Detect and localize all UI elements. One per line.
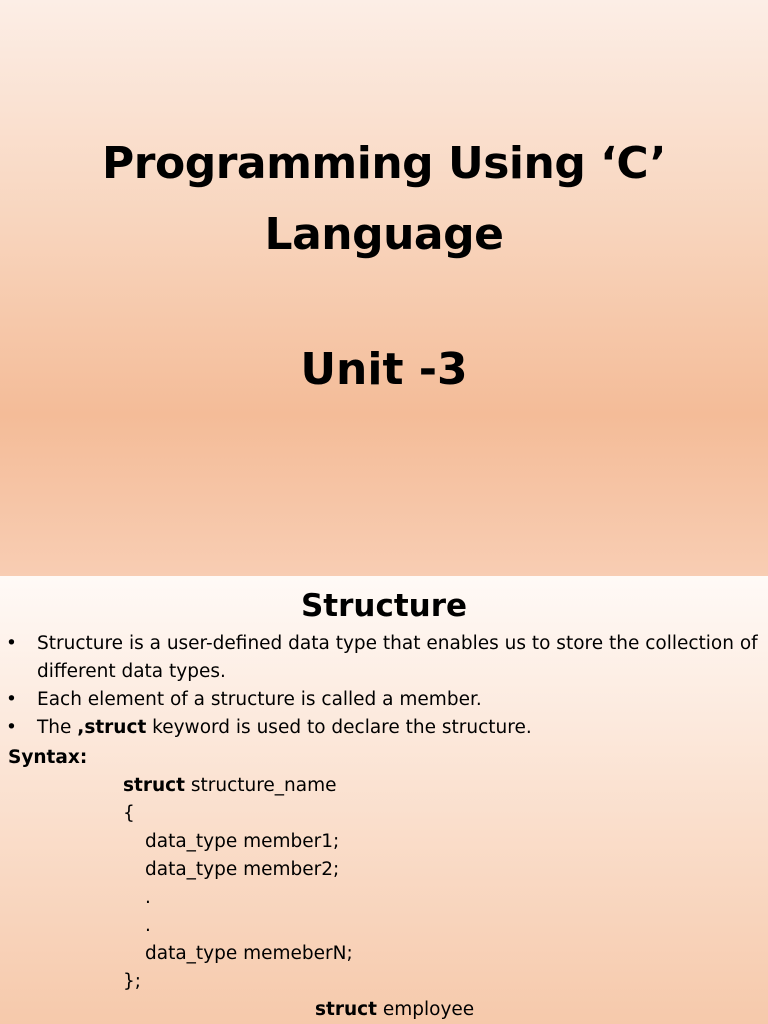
bullet-list [6, 630, 764, 742]
code-keyword: struct [315, 999, 377, 1020]
code-example-line [315, 996, 474, 1024]
unit-heading: Unit -3 [300, 344, 468, 395]
structure-slide [0, 576, 768, 1024]
code-block [123, 772, 353, 996]
bullet-item [6, 630, 764, 686]
code-open-brace: { [123, 803, 135, 824]
code-text: employee [376, 999, 475, 1020]
code-member: data_type memeberN; [145, 943, 353, 964]
bullet-icon: • [6, 689, 17, 710]
code-ellipsis-dot: . [145, 915, 151, 936]
bullet-item [6, 686, 764, 714]
slide-title [0, 128, 768, 270]
code-close-brace: }; [123, 971, 142, 992]
bullet-text-pre: The [37, 717, 78, 738]
title-line-1: Programming Using ‘C’ [102, 138, 666, 189]
code-member: data_type member2; [145, 859, 340, 880]
bullet-item [6, 714, 764, 742]
bullet-keyword: ,struct [77, 717, 147, 738]
code-text: structure_name [184, 775, 337, 796]
code-line [123, 772, 353, 800]
bullet-icon: • [6, 633, 17, 654]
bullet-icon: • [6, 717, 17, 738]
bullet-text-post: keyword is used to declare the structure. [146, 717, 532, 738]
title-line-2: Language [264, 209, 504, 260]
bullet-text: Structure is a user-defined data type that enables us to store the collection of different data types. [37, 633, 758, 682]
structure-title: Structure [300, 588, 468, 624]
bullet-text: Each element of a structure is called a member. [37, 689, 482, 710]
code-member: data_type member1; [145, 831, 340, 852]
code-keyword: struct [123, 775, 185, 796]
code-ellipsis-dot: . [145, 887, 151, 908]
syntax-label: Syntax: [8, 747, 88, 768]
